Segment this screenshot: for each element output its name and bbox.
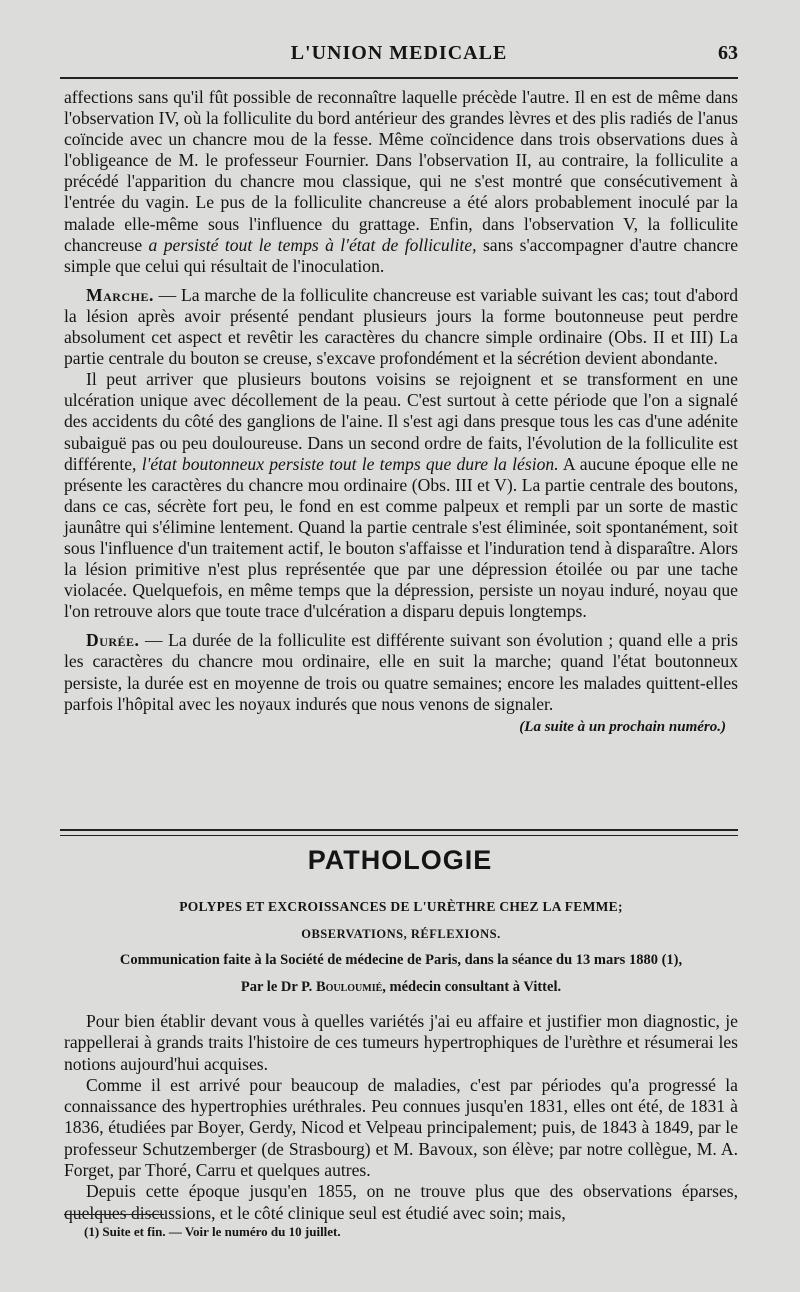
paragraph-text: — La marche de la folliculite chancreuse est variable suivant les cas; tout d'abord la lésion après avoir présenté pendant plusieurs jours la forme boutonneuse peut perdre absolument cet aspect et revêtir les caractères du chancre simple ordinaire (Obs. II et III) La partie centrale du bouton se creuse, s'excave profondément et la sécrétion devient abondante. bbox=[64, 284, 738, 369]
author-prefix: Par le Dr P. bbox=[240, 979, 313, 995]
page-number: 63 bbox=[718, 42, 738, 64]
italic-phrase: a persisté tout le temps à l'état de folliculite, bbox=[148, 234, 477, 255]
author-suffix: médecin consultant à Vittel. bbox=[389, 979, 562, 995]
paragraph-observations bbox=[64, 87, 738, 277]
article-title: POLYPES ET EXCROISSANCES DE L'URÈTHRE CHEZ LA FEMME; bbox=[179, 899, 623, 914]
section-title: PATHOLOGIE bbox=[307, 845, 493, 875]
article-body bbox=[64, 1011, 738, 1224]
section-label-duree: Durée. bbox=[86, 630, 140, 651]
paragraph-text: — La durée de la folliculite est différente suivant son évolution ; quand elle a pris les caractères du chancre mou ordinaire, elle en suit la marche; quand l'état boutonneux persiste, la durée est en moyenne de trois ou quatre semaines; encore les malades quittent-elles parfois l'hôpital avec les noyaux indurés que nous venons de signaler. bbox=[64, 630, 738, 714]
paragraph-text: A aucune époque elle ne présente les caractères du chancre mou ordinaire (Obs. III et V). La partie centrale des boutons, dans ce cas, sécrète fort peu, le fond en est comme palpeux et rempli par un sorte de mastic jaunâtre qui s'élimine lentement. Quand la partie centrale s'est éliminée, soit spontanément, soit sous l'influence d'un traitement actif, le bouton s'affaisse et l'induration tend à disparaître. Alors la lésion primitive n'est plus représentée que par une dépression étoilée ou par une tache violacée. Quelquefois, en même temps que la dépression, persiste un noyau induré, noyau que l'on retrouve alors que toute trace d'ulcération a disparu depuis longtemps. bbox=[64, 453, 739, 622]
author-name: Bouloumié, bbox=[315, 979, 386, 995]
section-divider bbox=[60, 829, 738, 836]
article-paragraph: Pour bien établir devant vous à quelles variétés j'ai eu affaire et justifier mon diagnostic, je rappellerai à grands traits l'histoire de ces tumeurs hypertrophiques de l'urèthre et résumerai les notions aujourd'hui acquises. bbox=[64, 1011, 738, 1074]
article-communication: Communication faite à la Société de médecine de Paris, dans la séance du 13 mars 1880 (1), bbox=[119, 952, 683, 968]
paragraph-text: Il peut arriver que plusieurs boutons voisins se rejoignent et se transforment en une ulcération unique avec décollement de la peau. C'est surtout à cette période que l'on a signalé des accidents du côté des ganglions de l'aine. Il s'est agi dans presque tous les cas d'une adénite subaiguë pas ou peu douloureuse. Dans un second ordre de faits, l'évolution de la folliculite est différente, bbox=[64, 369, 738, 474]
article-subtitle: OBSERVATIONS, RÉFLEXIONS. bbox=[301, 927, 501, 941]
header-rule bbox=[60, 77, 738, 79]
article-continuation bbox=[64, 87, 738, 738]
paragraph-duree bbox=[64, 630, 738, 714]
running-title: L'UNION MEDICALE bbox=[290, 42, 508, 64]
article-paragraph: Depuis cette époque jusqu'en 1855, on ne trouve plus que des observations éparses, quelques discussions, et le côté clinique seul est étudié avec soin; mais, bbox=[64, 1181, 738, 1223]
article-paragraph: Comme il est arrivé pour beaucoup de maladies, c'est par périodes qu'a progressé la connaissance des hypertrophies uréthrales. Peu connues jusqu'en 1831, elles ont été, de 1831 à 1836, étudiées par Boyer, Gerdy, Nicod et Velpeau principalement; puis, de 1843 à 1849, par le professeur Schutzemberger (de Strasbourg) et M. Bavoux, son élève; par notre collègue, M. A. Forget, par Thoré, Carru et quelques autres. bbox=[64, 1074, 738, 1181]
footnote: (1) Suite et fin. — Voir le numéro du 10 juillet. bbox=[84, 1224, 341, 1239]
article-author bbox=[64, 973, 738, 1001]
paragraph-marche bbox=[64, 285, 738, 369]
paragraph-text: affections sans qu'il fût possible de reconnaître laquelle précède l'autre. Il en est de même dans l'observation IV, où la folliculite du bord antérieur des grandes lèvres et des plis radiés de l'anus coïncide avec un chancre mou de la fesse. Même coïncidence dans trois observations dues à l'obligeance de M. le professeur Fournier. Dans l'observation II, au contraire, la folliculite a précédé l'apparition du chancre mou classique, qui ne s'est montré que consécutivement à l'entrée du vagin. Le pus de la folliculite chancreuse a été alors probablement inoculé par la malade elle-même sous l'influence du grattage. Enfin, dans l'observation V, la folliculite chancreuse bbox=[64, 87, 738, 255]
paragraph-text: sans s'accompagner d'autre chancre simple que celui qui résultait de l'inoculation. bbox=[64, 234, 739, 276]
page-header bbox=[60, 42, 738, 76]
italic-phrase: l'état boutonneux persiste tout le temps que dure la lésion. bbox=[141, 453, 559, 474]
section-label-marche: Marche. bbox=[86, 284, 154, 305]
footnote-rule bbox=[64, 1214, 164, 1215]
article bbox=[64, 893, 738, 1224]
continued-note: (La suite à un prochain numéro.) bbox=[519, 718, 726, 735]
paragraph-evolution bbox=[64, 369, 738, 622]
